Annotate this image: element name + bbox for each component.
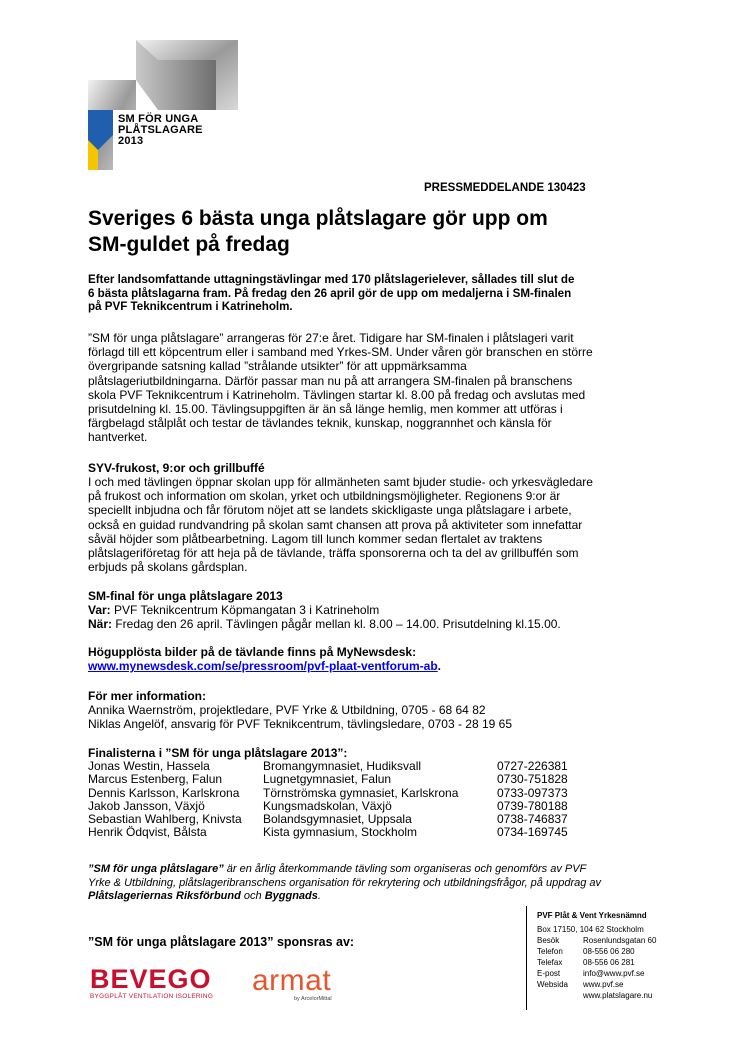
finalist-school: Bolandsgymnasiet, Uppsala	[263, 812, 412, 827]
address-value: 08-556 06 280	[583, 947, 635, 956]
finalist-name: Jonas Westin, Hassela	[88, 759, 210, 774]
note-bold-2: Plåtslageriernas Riksförbund	[88, 890, 241, 903]
final-when	[88, 617, 728, 631]
where-label: Var:	[88, 603, 111, 618]
address-value: www.platslagare.nu	[583, 991, 653, 1000]
address-row	[537, 979, 705, 990]
logo-line-3: 2013	[118, 135, 144, 147]
headline-line-2: SM-guldet på fredag	[88, 233, 290, 256]
when-label: När:	[88, 617, 113, 632]
images-heading: Högupplösta bilder på de tävlande finns på MyNewsdesk:	[88, 645, 417, 659]
sm-logo-graphic	[88, 40, 238, 170]
logo-line-2: PLÅTSLAGARE	[118, 124, 203, 136]
para-line: skola PVF Teknikcentrum i Katrineholm. Tävlingen startar kl. 8.00 på fredag och avslutas med	[88, 387, 586, 402]
finalist-row	[88, 773, 728, 786]
para-line: såväl höjder som plåtbearbetning. Lagom till lunch kommer sedan flertalet av traktens	[88, 531, 543, 546]
lead-line: på PVF Teknikcentrum i Katrineholm.	[88, 300, 293, 313]
finalist-school: Lugnetgymnasiet, Falun	[263, 772, 392, 787]
para-line: ”SM för unga plåtslagare” arrangeras för 27:e året. Tidigare har SM-finalen i plåtslageri varit	[88, 331, 574, 345]
finalist-school: Bromangymnasiet, Hudiksvall	[263, 759, 422, 774]
headline	[88, 206, 688, 258]
address-row	[537, 957, 705, 968]
info-contact-2: Niklas Angelöf, ansvarig för PVF Teknikcentrum, tävlingsledare, 0703 - 28 19 65	[88, 717, 513, 732]
address-block	[526, 906, 705, 1010]
body-paragraph-1	[88, 331, 728, 445]
headline-line-1: Sveriges 6 bästa unga plåtslagare gör upp om	[88, 207, 548, 230]
address-row	[537, 968, 705, 979]
info-contact-1: Annika Waernström, projektledare, PVF Yrke & Utbildning, 0705 - 68 64 82	[88, 703, 486, 718]
para-line: färgbelagd stålplåt och testar de tävlandes teknik, kunskap, noggrannhet och känsla för	[88, 416, 552, 431]
address-row	[537, 990, 705, 1001]
address-key	[537, 990, 583, 1001]
para-line: prisutdelning kl. 15.00. Tävlingsuppgiften är än så länge hemlig, men kommer att utföras i	[88, 402, 563, 417]
para-line: hantverket.	[88, 430, 148, 445]
finalists-heading: Finalisterna i ”SM för unga plåtslagare 2013”:	[88, 746, 348, 760]
para-line: också en guidad rundvandring på skolan samt chansen att prova på aktiviteter som innefattar	[88, 517, 583, 532]
finalist-name: Marcus Estenberg, Falun	[88, 772, 223, 787]
finalist-row	[88, 787, 728, 800]
finalist-name: Jakob Jansson, Växjö	[88, 798, 205, 813]
finalist-phone: 0738-746837	[497, 812, 568, 827]
bevego-wordmark: BEVEGO	[90, 964, 212, 994]
final-section	[88, 589, 728, 632]
address-key: Telefon	[537, 947, 563, 956]
para-line: övergripande satsning kallad ”strålande utsikter” för att uppmärksamma	[88, 359, 467, 374]
finalists-section	[88, 746, 728, 839]
finalist-school: Törnströmska gymnasiet, Karlskrona	[263, 785, 459, 800]
note-text-4: .	[317, 890, 321, 903]
finalist-phone: 0739-780188	[497, 798, 568, 813]
finalist-phone: 0733-097373	[497, 785, 568, 800]
finalist-phone: 0734-169745	[497, 825, 568, 840]
sm-logo	[88, 40, 238, 170]
address-org: PVF Plåt & Vent Yrkesnämnd	[537, 911, 647, 920]
address-value: 08-556 06 281	[583, 958, 635, 967]
armat-logo	[252, 966, 352, 1002]
para-line: förlagd till ett köpcentrum eller i samband med Yrkes-SM. Under våren gör branschen en större	[88, 345, 593, 360]
address-key: Websida	[537, 980, 568, 989]
para-line: plåtslageriutbildningarna. Därför passar man nu på att arrangera SM-finalen på branschens	[88, 373, 573, 388]
body-paragraph-2	[88, 475, 728, 574]
competition-note	[88, 863, 648, 904]
address-value: www.pvf.se	[583, 980, 624, 989]
sponsor-text: ”SM för unga plåtslagare 2013” sponsras av:	[88, 935, 355, 949]
bevego-logo	[90, 966, 213, 1000]
where-value: PVF Teknikcentrum Köpmangatan 3 i Katrineholm	[110, 603, 380, 618]
finalist-name: Henrik Ödqvist, Bålsta	[88, 825, 207, 840]
note-text-2: Yrke & Utbildning, plåtslageribranschens organisation för rekrytering och utbildningsfrågor, på uppdrag av	[88, 876, 602, 889]
lead-paragraph	[88, 273, 708, 314]
address-key: Besök	[537, 936, 560, 945]
finalist-phone: 0730-751828	[497, 772, 568, 787]
address-key: E-post	[537, 969, 561, 978]
para-line: på frukost och information om skolan, yrket och utbildningsmöjligheter. Regionens 9:or är	[88, 489, 561, 504]
finalist-school: Kungsmadskolan, Växjö	[263, 798, 392, 813]
logo-line-1: SM FÖR UNGA	[118, 113, 199, 125]
images-section	[88, 645, 728, 673]
address-value: Rosenlundsgatan 60	[583, 936, 657, 945]
link-tail: .	[437, 659, 441, 674]
info-heading: För mer information:	[88, 689, 207, 703]
address-row	[537, 935, 705, 946]
address-key: Telefax	[537, 958, 563, 967]
note-text-3: och	[240, 890, 265, 903]
final-heading: SM-final för unga plåtslagare 2013	[88, 589, 283, 603]
final-where	[88, 603, 728, 617]
para-line: plåtslageriföretag för att heja på de tävlande, träffa sponsorerna och ta del av grillbuffén som	[88, 546, 579, 561]
address-row	[537, 946, 705, 957]
para-line: speciellt inbjudna och får förutom nöjet att se landets skickligaste unga plåtslagare i arbete,	[88, 503, 572, 518]
finalist-name: Dennis Karlsson, Karlskrona	[88, 785, 240, 800]
bevego-tagline: BYGGPLÅT VENTILATION ISOLERING	[90, 993, 214, 1000]
address-box: Box 17150, 104 62 Stockholm	[537, 925, 644, 934]
finalist-phone: 0727-226381	[497, 759, 568, 774]
mynewsdesk-link[interactable]: www.mynewsdesk.com/se/pressroom/pvf-plaat-ventforum-ab	[88, 659, 438, 674]
syv-heading: SYV-frukost, 9:or och grillbuffé	[88, 461, 265, 475]
address-value: info@www.pvf.se	[583, 969, 645, 978]
armat-tagline: by ArcelorMittal	[294, 996, 332, 1002]
finalist-school: Kista gymnasium, Stockholm	[263, 825, 418, 840]
note-text-1: är en årlig återkommande tävling som organiseras och genomförs av PVF	[223, 863, 587, 875]
lead-line: 6 bästa plåtslagarna fram. På fredag den 26 april gör de upp om medaljerna i SM-finalen	[88, 286, 572, 300]
note-bold-3: Byggnads	[264, 890, 318, 903]
when-value: Fredag den 26 april. Tävlingen pågår mellan kl. 8.00 – 14.00. Prisutdelning kl.15.00.	[112, 617, 561, 632]
armat-wordmark: armat	[252, 964, 332, 997]
para-line: I och med tävlingen öppnar skolan upp för allmänheten samt bjuder studie- och yrkesvägledare	[88, 475, 593, 489]
press-label: PRESSMEDDELANDE 130423	[424, 182, 586, 194]
finalist-row	[88, 826, 728, 839]
info-section	[88, 689, 728, 732]
lead-line: Efter landsomfattande uttagningstävlingar med 170 plåtslagerielever, sållades till slut de	[88, 273, 575, 286]
note-bold-1: ”SM för unga plåtslagare”	[88, 863, 224, 875]
para-line: erbjuds på skolans gårdsplan.	[88, 560, 248, 575]
finalist-name: Sebastian Wahlberg, Knivsta	[88, 812, 242, 827]
